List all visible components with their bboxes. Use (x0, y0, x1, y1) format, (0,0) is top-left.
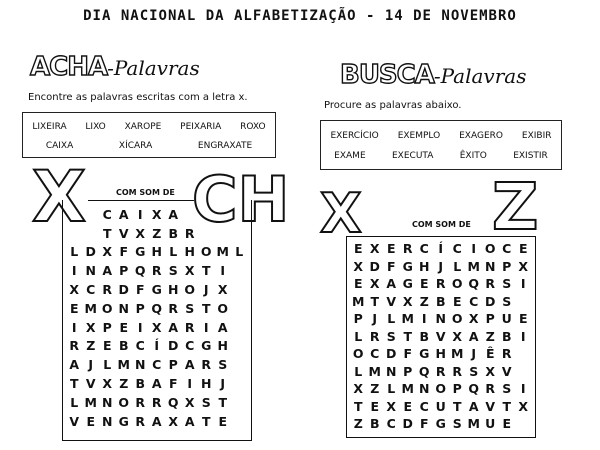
grid-letter: G (402, 276, 413, 292)
grid-letter: S (502, 276, 512, 292)
word-list-box (22, 112, 276, 158)
grid-letter: R (435, 363, 446, 379)
grid-letter: B (369, 416, 380, 432)
grid-letter: G (402, 258, 413, 274)
grid-letter: N (118, 300, 129, 316)
grid-letter: T (370, 293, 380, 309)
grid-letter: Q (151, 300, 163, 316)
grid-letter: I (71, 263, 77, 279)
grid-letter: I (520, 381, 526, 397)
grid-letter (66, 224, 83, 243)
grid-letter: N (135, 357, 146, 373)
grid-letter: A (151, 376, 162, 392)
grid-letter: M (84, 300, 97, 316)
grid-letter: B (168, 225, 179, 241)
grid-letter: F (419, 416, 429, 432)
grid-letter: A (468, 398, 479, 414)
grid-letter: H (419, 258, 430, 274)
grid-letter: T (201, 413, 211, 429)
grid-letter: Q (134, 263, 146, 279)
grid-letter: O (200, 244, 212, 260)
grid-letter: F (168, 376, 178, 392)
grid-letter: O (352, 346, 364, 362)
grid-letter: V (501, 363, 512, 379)
acha-logo (30, 52, 200, 82)
grid-letter (515, 345, 532, 363)
grid-letter: N (435, 311, 446, 327)
grid-letter: Z (353, 416, 363, 432)
grid-letter: O (451, 276, 463, 292)
grid-letter: B (419, 328, 430, 344)
grid-letter: M (401, 311, 414, 327)
grid-letter: C (86, 282, 96, 298)
grid-letter: E (502, 416, 512, 432)
grid-letter: C (469, 293, 479, 309)
grid-letter (198, 224, 215, 243)
grid-letter: L (387, 381, 396, 397)
grid-letter: X (518, 398, 529, 414)
com-som-label: COM SOM DE (412, 220, 471, 229)
grid-letter: X (518, 258, 529, 274)
grid-letter: G (419, 346, 430, 362)
grid-letter: L (169, 244, 178, 260)
grid-letter: T (403, 328, 413, 344)
letter-grid (350, 240, 532, 433)
instruction: Procure as palavras abaixo. (324, 100, 462, 111)
grid-letter: P (168, 357, 178, 373)
grid-letter: X (217, 282, 228, 298)
grid-letter: U (485, 416, 496, 432)
grid-letter: H (151, 244, 162, 260)
grid-letter: P (403, 363, 413, 379)
grid-letter: H (217, 338, 228, 354)
grid-letter: S (168, 263, 178, 279)
grid-letter: M (467, 416, 480, 432)
grid-letter: A (217, 319, 228, 335)
grid-letter: I (137, 319, 143, 335)
grid-letter: L (70, 394, 79, 410)
word-item: ÊXITO (459, 151, 487, 161)
grid-letter: R (151, 394, 162, 410)
grid-letter: E (69, 300, 79, 316)
grid-letter: B (501, 328, 512, 344)
grid-letter: P (119, 263, 129, 279)
grid-letter (231, 318, 248, 337)
grid-letter: T (102, 225, 112, 241)
grid-letter: X (102, 244, 113, 260)
grid-letter: X (369, 241, 380, 257)
grid-letter: H (201, 376, 212, 392)
grid-letter: R (402, 241, 413, 257)
grid-letter: U (501, 311, 512, 327)
grid-letter: R (452, 363, 463, 379)
grid-letter: R (201, 357, 212, 373)
grid-letter: O (484, 241, 496, 257)
word-row-2 (321, 151, 561, 161)
word-item: LIXEIRA (32, 122, 67, 132)
grid-letter: E (419, 276, 429, 292)
grid-letter: V (118, 225, 129, 241)
grid-letter: N (102, 394, 113, 410)
grid-letter: R (168, 300, 179, 316)
grid-letter (231, 299, 248, 318)
logo-script: -Palavras (107, 56, 200, 80)
grid-letter: M (352, 293, 365, 309)
grid-letter: I (520, 276, 526, 292)
word-item: CAIXA (45, 141, 74, 151)
grid-letter: S (452, 416, 462, 432)
grid-letter: X (468, 311, 479, 327)
grid-letter: P (452, 381, 462, 397)
grid-letter: A (386, 276, 397, 292)
grid-letter: O (118, 394, 130, 410)
grid-letter: D (402, 416, 413, 432)
grid-letter: Q (468, 276, 480, 292)
grid-letter: T (69, 376, 79, 392)
grid-letter: H (168, 282, 179, 298)
grid-letter: V (386, 293, 397, 309)
grid-letter: R (135, 394, 146, 410)
grid-letter: T (201, 300, 211, 316)
grid-letter: F (119, 244, 129, 260)
grid-letter: R (435, 276, 446, 292)
page-title: DIA NACIONAL DA ALFABETIZAÇÃO - 14 DE NOVEMBRO (83, 8, 517, 24)
grid-letter: H (184, 244, 195, 260)
grid-letter: R (184, 225, 195, 241)
grid-letter: P (135, 300, 145, 316)
grid-letter: T (218, 394, 228, 410)
grid-letter: V (435, 328, 446, 344)
busca-logo (340, 60, 526, 90)
grid-letter: T (201, 263, 211, 279)
grid-letter: H (435, 346, 446, 362)
grid-letter: C (452, 241, 462, 257)
grid-letter (83, 205, 100, 224)
grid-letter (231, 412, 248, 431)
word-item: EXISTIR (513, 151, 548, 161)
com-som-label: COM SOM DE (116, 188, 175, 197)
grid-letter: L (453, 258, 462, 274)
grid-letter: I (421, 311, 427, 327)
grid-letter: X (102, 376, 113, 392)
grid-letter: C (185, 338, 195, 354)
grid-letter: I (187, 376, 193, 392)
word-item: ROXO (240, 122, 266, 132)
grid-letter (231, 280, 248, 299)
grid-letter: J (372, 311, 378, 327)
grid-letter: Í (154, 338, 160, 354)
grid-letter: M (368, 363, 381, 379)
grid-letter: A (69, 357, 80, 373)
grid-letter: S (218, 357, 228, 373)
grid-letter: Q (418, 363, 430, 379)
grid-letter: O (184, 282, 196, 298)
logo-script: -Palavras (433, 64, 527, 88)
grid-letter: F (386, 258, 396, 274)
grid-letter: C (135, 338, 145, 354)
grid-letter: G (435, 416, 446, 432)
grid-letter: E (119, 319, 129, 335)
grid-letter: G (135, 244, 146, 260)
grid-letter: S (185, 300, 195, 316)
grid-letter: J (203, 282, 209, 298)
grid-letter: R (501, 346, 512, 362)
grid-letter: R (184, 319, 195, 335)
grid-letter (515, 415, 532, 433)
grid-letter: Q (167, 394, 179, 410)
grid-letter: R (369, 328, 380, 344)
grid-letter: I (71, 319, 77, 335)
word-item: EXEMPLO (397, 131, 441, 141)
word-item: EXIBIR (521, 131, 552, 141)
grid-letter: Ê (485, 346, 495, 362)
grid-letter: A (168, 319, 179, 335)
grid-letter: R (485, 381, 496, 397)
grid-letter: X (369, 276, 380, 292)
grid-letter: S (469, 363, 479, 379)
grid-letter (215, 224, 232, 243)
grid-letter (231, 205, 248, 224)
grid-letter: T (502, 398, 512, 414)
grid-letter: Q (468, 381, 480, 397)
grid-letter: L (354, 328, 363, 344)
big-letter-x: X (320, 182, 362, 245)
word-row-1 (321, 131, 561, 141)
grid-letter: R (485, 276, 496, 292)
word-item: ENGRAXATE (197, 141, 253, 151)
grid-letter (231, 261, 248, 280)
big-letter-x: X (32, 156, 86, 238)
grid-letter: M (84, 394, 97, 410)
grid-letter: B (118, 338, 129, 354)
grid-letter: Z (370, 381, 380, 397)
grid-letter: C (152, 357, 162, 373)
grid-letter: X (452, 328, 463, 344)
grid-letter: V (485, 398, 496, 414)
grid-letter: D (118, 282, 129, 298)
grid-letter: T (353, 398, 363, 414)
word-item: PEIXARIA (180, 122, 222, 132)
grid-letter: M (467, 258, 480, 274)
grid-letter: E (518, 311, 528, 327)
grid-letter: E (370, 398, 380, 414)
grid-letter (231, 374, 248, 393)
grid-letter: M (117, 357, 130, 373)
grid-letter: C (419, 241, 429, 257)
grid-letter: E (452, 293, 462, 309)
big-letter-ch: CH (192, 163, 290, 236)
grid-letter (231, 355, 248, 374)
grid-letter: E (86, 413, 96, 429)
grid-letter: X (151, 319, 162, 335)
grid-letter: E (386, 241, 396, 257)
grid-letter: C (102, 206, 112, 222)
grid-letter: X (402, 293, 413, 309)
word-item: XÍCARA (118, 141, 153, 151)
grid-letter: X (69, 282, 80, 298)
grid-letter: N (419, 381, 430, 397)
grid-letter: N (485, 258, 496, 274)
grid-letter: G (118, 413, 129, 429)
grid-letter: O (451, 311, 463, 327)
right-puzzle (300, 0, 600, 450)
word-row-1 (23, 122, 275, 132)
grid-letter: E (218, 413, 228, 429)
grid-letter: F (135, 282, 145, 298)
grid-letter: G (201, 338, 212, 354)
grid-letter: J (220, 376, 226, 392)
grid-letter: Í (438, 241, 444, 257)
word-item: EXAME (334, 151, 366, 161)
grid-letter: P (102, 319, 112, 335)
grid-letter: S (502, 293, 512, 309)
grid-letter (515, 293, 532, 311)
grid-letter: N (386, 363, 397, 379)
grid-letter: N (102, 413, 113, 429)
grid-letter (83, 224, 100, 243)
grid-letter: J (471, 346, 477, 362)
grid-letter: A (118, 206, 129, 222)
grid-letter: M (216, 244, 229, 260)
grid-letter: A (102, 263, 113, 279)
grid-letter: P (502, 258, 512, 274)
grid-letter: E (353, 276, 363, 292)
grid-letter: D (369, 258, 380, 274)
grid-letter: R (102, 282, 113, 298)
logo-word: ACHA (30, 52, 108, 82)
grid-letter: A (184, 413, 195, 429)
grid-letter: C (386, 416, 396, 432)
grid-letter: X (184, 263, 195, 279)
grid-letter: P (485, 311, 495, 327)
word-item: XAROPE (124, 122, 162, 132)
grid-letter: Z (485, 328, 495, 344)
grid-letter: V (85, 376, 96, 392)
grid-letter: Z (119, 376, 129, 392)
grid-letter: X (184, 394, 195, 410)
word-item: LIXO (85, 122, 106, 132)
grid-letter: Z (86, 338, 96, 354)
grid-letter: I (471, 241, 477, 257)
word-list-box (320, 120, 562, 170)
grid-letter: C (370, 346, 380, 362)
grid-letter: A (184, 357, 195, 373)
grid-letter (231, 224, 248, 243)
grid-letter: X (353, 381, 364, 397)
grid-letter: D (168, 338, 179, 354)
grid-letter: D (485, 293, 496, 309)
grid-letter: X (85, 319, 96, 335)
grid-letter: C (502, 241, 512, 257)
grid-letter (66, 205, 83, 224)
grid-letter: X (135, 225, 146, 241)
grid-letter (198, 205, 215, 224)
grid-letter: X (386, 398, 397, 414)
grid-letter (231, 337, 248, 356)
grid-letter (182, 205, 199, 224)
grid-letter: L (235, 244, 244, 260)
grid-letter: M (451, 346, 464, 362)
grid-letter (515, 363, 532, 381)
grid-letter: A (468, 328, 479, 344)
grid-letter: B (435, 293, 446, 309)
grid-letter: O (435, 381, 447, 397)
grid-letter: J (438, 258, 444, 274)
grid-letter: I (203, 319, 209, 335)
grid-letter: L (103, 357, 112, 373)
grid-letter: N (85, 263, 96, 279)
grid-letter: X (353, 258, 364, 274)
word-row-2 (23, 141, 275, 151)
grid-letter: L (387, 311, 396, 327)
grid-letter: U (435, 398, 446, 414)
instruction: Encontre as palavras escritas com a letra x. (28, 92, 248, 103)
grid-letter: E (353, 241, 363, 257)
grid-letter: L (70, 244, 79, 260)
grid-letter: I (137, 206, 143, 222)
grid-letter: S (502, 381, 512, 397)
grid-letter: F (403, 346, 413, 362)
grid-letter: V (69, 413, 80, 429)
grid-letter: R (151, 263, 162, 279)
grid-letter: S (201, 394, 211, 410)
grid-letter: M (401, 381, 414, 397)
grid-letter: E (518, 241, 528, 257)
grid-letter: Z (152, 225, 162, 241)
grid-letter: R (135, 413, 146, 429)
grid-letter: O (217, 300, 229, 316)
grid-letter: E (102, 338, 112, 354)
grid-letter: X (485, 363, 496, 379)
grid-letter: I (520, 328, 526, 344)
grid-letter: R (69, 338, 80, 354)
grid-letter: G (151, 282, 162, 298)
word-item: EXECUTA (392, 151, 434, 161)
grid-letter: D (386, 346, 397, 362)
grid-letter: A (168, 206, 179, 222)
word-item: EXERCÍCIO (330, 131, 379, 141)
grid-letter: O (101, 300, 113, 316)
letter-grid (66, 205, 248, 431)
grid-letter: E (403, 398, 413, 414)
word-item: EXAGERO (459, 131, 503, 141)
grid-letter: L (354, 363, 363, 379)
grid-letter: T (452, 398, 462, 414)
logo-word: BUSCA (340, 60, 434, 90)
grid-letter: X (151, 206, 162, 222)
grid-letter: I (220, 263, 226, 279)
grid-letter: D (85, 244, 96, 260)
grid-letter: B (135, 376, 146, 392)
grid-letter: S (386, 328, 396, 344)
grid-letter: C (419, 398, 429, 414)
grid-letter: Z (419, 293, 429, 309)
grid-letter: J (88, 357, 94, 373)
grid-letter: A (151, 413, 162, 429)
grid-letter (215, 205, 232, 224)
grid-letter: X (168, 413, 179, 429)
grid-letter (231, 393, 248, 412)
big-letter-z: Z (492, 171, 539, 245)
grid-letter: P (353, 311, 363, 327)
